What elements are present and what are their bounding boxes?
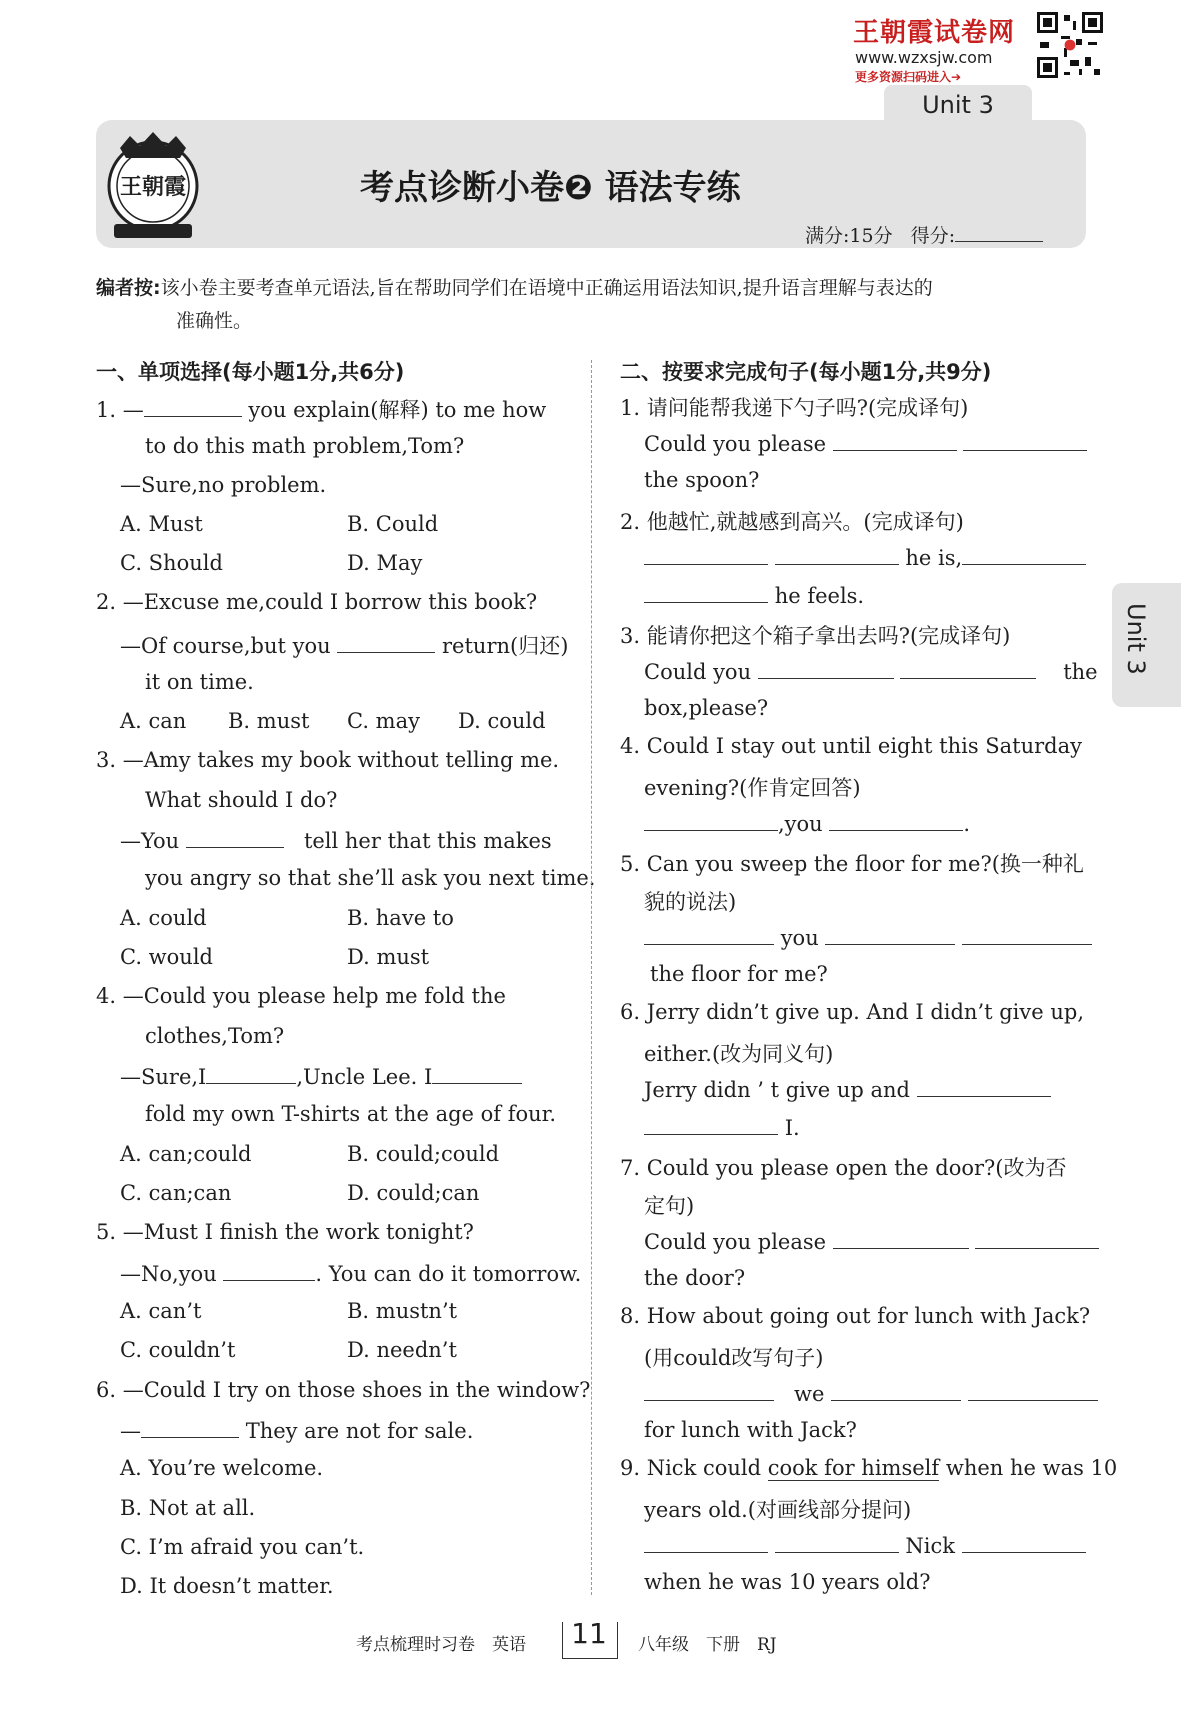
score-blank[interactable] <box>955 223 1043 242</box>
sentence-6: 6. Jerry didn’t give up. And I didn’t give up, <box>620 1000 1084 1024</box>
answer-blank[interactable] <box>962 924 1092 945</box>
answer-blank[interactable] <box>975 1228 1099 1249</box>
option-d[interactable]: D. could;can <box>347 1181 480 1205</box>
option-a[interactable]: A. can;could <box>120 1142 252 1166</box>
answer-blank[interactable] <box>775 1532 899 1553</box>
answer-blank[interactable] <box>963 430 1087 451</box>
question-text: ,you . <box>644 810 970 836</box>
brand-block <box>853 12 1103 82</box>
full-score: 满分:15分 <box>805 225 893 247</box>
question-text: years old.(对画线部分提问) <box>644 1498 912 1522</box>
question-text: you <box>644 924 1092 950</box>
question-text: Jerry didn ’ t give up and <box>644 1076 1051 1102</box>
answer-blank[interactable] <box>962 544 1086 565</box>
sentence-9: 9. Nick could cook for himself when he was 10 <box>620 1456 1118 1480</box>
answer-blank[interactable] <box>833 430 957 451</box>
unit-tab <box>884 85 1032 125</box>
sentence-2: 2. 他越忙,就越感到高兴。(完成译句) <box>620 510 964 534</box>
answer-blank[interactable] <box>900 658 1036 679</box>
question-text: either.(改为同义句) <box>644 1042 834 1066</box>
answer-blank[interactable] <box>644 1532 768 1553</box>
note-line-1: 该小卷主要考查单元语法,旨在帮助同学们在语境中正确运用语法知识,提升语言理解与表达的 <box>160 277 933 299</box>
question-text: the spoon? <box>644 468 760 492</box>
qr-code-icon[interactable] <box>1037 12 1103 78</box>
footer-left: 考点梳理时习卷 英语 <box>356 1635 526 1655</box>
question-text: —You tell her that this makes <box>120 829 552 853</box>
question-text: for lunch with Jack? <box>644 1418 857 1442</box>
question-text: Could you the <box>644 660 1098 684</box>
answer-blank[interactable] <box>141 1417 239 1438</box>
question-text: 定句) <box>644 1194 695 1218</box>
answer-blank[interactable] <box>833 1228 969 1249</box>
option-a[interactable]: A. can’t <box>120 1299 202 1323</box>
question-text: he is, <box>644 544 1086 570</box>
unit-tab-label: Unit 3 <box>922 91 994 119</box>
page-title: 考点诊断小卷❷ 语法专练 <box>360 168 741 208</box>
question-text: the door? <box>644 1266 746 1290</box>
answer-blank[interactable] <box>829 810 963 831</box>
answer-blank[interactable] <box>962 1532 1086 1553</box>
option-b[interactable]: B. mustn’t <box>347 1299 458 1323</box>
answer-blank[interactable] <box>432 1063 522 1084</box>
option-b[interactable]: B. have to <box>347 906 454 930</box>
sentence-1: 1. 请问能帮我递下勺子吗?(完成译句) <box>620 396 969 420</box>
question-text: — They are not for sale. <box>120 1419 474 1443</box>
note-line-2: 准确性。 <box>176 310 253 332</box>
brand-subtitle: 更多资源扫码进入➔ <box>855 70 962 84</box>
question-1: 1. — you explain(解释) to me how <box>96 398 547 422</box>
question-text: fold my own T-shirts at the age of four. <box>145 1102 557 1126</box>
question-text: you angry so that she’ll ask you next time. <box>145 866 596 890</box>
question-5: 5. —Must I finish the work tonight? <box>96 1220 474 1244</box>
answer-blank[interactable] <box>144 396 242 417</box>
underlined-phrase: cook for himself <box>767 1456 940 1480</box>
side-unit-label: Unit 3 <box>1122 603 1150 675</box>
option-c[interactable]: C. may <box>347 709 420 733</box>
brand-url[interactable]: www.wzxsjw.com <box>855 48 993 67</box>
score-label: 得分: <box>910 225 956 247</box>
question-text: evening?(作肯定回答) <box>644 776 861 800</box>
answer-blank[interactable] <box>644 810 778 831</box>
answer-blank[interactable] <box>644 1380 774 1401</box>
answer-blank[interactable] <box>644 544 768 565</box>
sentence-3: 3. 能请你把这个箱子拿出去吗?(完成译句) <box>620 624 1011 648</box>
editor-note <box>96 272 1086 338</box>
question-text: Could you please <box>644 1228 1099 1254</box>
option-c[interactable]: C. can;can <box>120 1181 232 1205</box>
option-c[interactable]: C. Should <box>120 551 223 575</box>
answer-blank[interactable] <box>968 1380 1098 1401</box>
option-c[interactable]: C. would <box>120 945 213 969</box>
option-a[interactable]: A. could <box>120 906 207 930</box>
question-text: when he was 10 years old? <box>644 1570 931 1594</box>
brand-name: 王朝霞试卷网 <box>853 18 1016 48</box>
sentence-7: 7. Could you please open the door?(改为否 <box>620 1156 1067 1180</box>
option-d[interactable]: D. May <box>347 551 423 575</box>
question-text: —Sure,no problem. <box>120 473 327 497</box>
option-c[interactable]: C. I’m afraid you can’t. <box>120 1535 365 1559</box>
option-c[interactable]: C. couldn’t <box>120 1338 236 1362</box>
svg-text:王朝霞: 王朝霞 <box>119 174 187 200</box>
option-d[interactable]: D. could <box>458 709 546 733</box>
sentence-5: 5. Can you sweep the floor for me?(换一种礼 <box>620 852 1084 876</box>
section-title-multiple-choice: 一、单项选择(每小题1分,共6分) <box>96 360 405 384</box>
option-d[interactable]: D. It doesn’t matter. <box>120 1574 334 1598</box>
question-text: —No,you . You can do it tomorrow. <box>120 1262 582 1286</box>
option-a[interactable]: A. Must <box>120 512 203 536</box>
side-unit-tab <box>1112 583 1181 707</box>
question-text: Could you please <box>644 430 1087 456</box>
page-number: 11 <box>571 1617 607 1650</box>
sentence-4: 4. Could I stay out until eight this Saturday <box>620 734 1082 758</box>
answer-blank[interactable] <box>775 544 899 565</box>
note-label: 编者按: <box>96 277 161 299</box>
section-title-sentences: 二、按要求完成句子(每小题1分,共9分) <box>620 360 992 384</box>
question-text: he feels. <box>644 582 864 608</box>
score-line <box>805 221 1043 248</box>
answer-blank[interactable] <box>825 924 955 945</box>
question-text: (用could改写句子) <box>644 1346 824 1370</box>
option-d[interactable]: D. must <box>347 945 430 969</box>
sentence-8: 8. How about going out for lunch with Jack? <box>620 1304 1091 1328</box>
answer-blank[interactable] <box>644 582 768 603</box>
answer-blank[interactable] <box>917 1076 1051 1097</box>
option-b[interactable]: B. must <box>228 709 310 733</box>
answer-blank[interactable] <box>758 658 894 679</box>
option-a[interactable]: A. can <box>120 709 187 733</box>
question-text: to do this math problem,Tom? <box>145 434 465 458</box>
column-divider <box>591 360 592 1595</box>
option-b[interactable]: B. Not at all. <box>120 1496 256 1520</box>
question-text: —Of course,but you return(归还) <box>120 634 569 658</box>
footer-right: 八年级 下册 RJ <box>638 1635 777 1655</box>
question-text: —Sure,I ,Uncle Lee. I <box>120 1063 522 1089</box>
question-text: I. <box>644 1114 800 1140</box>
question-3: 3. —Amy takes my book without telling me. <box>96 748 560 772</box>
question-text: clothes,Tom? <box>145 1024 285 1048</box>
option-b[interactable]: B. could;could <box>347 1142 500 1166</box>
question-text: we <box>644 1380 1098 1406</box>
question-4: 4. —Could you please help me fold the <box>96 984 506 1008</box>
option-d[interactable]: D. needn’t <box>347 1338 457 1362</box>
option-a[interactable]: A. You’re welcome. <box>120 1456 324 1480</box>
answer-blank[interactable] <box>223 1260 315 1281</box>
question-2: 2. —Excuse me,could I borrow this book? <box>96 590 538 614</box>
answer-blank[interactable] <box>206 1063 296 1084</box>
question-6: 6. —Could I try on those shoes in the window? <box>96 1378 591 1402</box>
question-text: Nick <box>644 1532 1086 1558</box>
question-text: it on time. <box>145 670 254 694</box>
answer-blank[interactable] <box>644 924 774 945</box>
question-text: What should I do? <box>145 788 338 812</box>
question-text: box,please? <box>644 696 769 720</box>
answer-blank[interactable] <box>831 1380 961 1401</box>
answer-blank[interactable] <box>644 1114 778 1135</box>
question-text: the floor for me? <box>650 962 828 986</box>
answer-blank[interactable] <box>337 632 435 653</box>
option-b[interactable]: B. Could <box>347 512 439 536</box>
answer-blank[interactable] <box>186 827 284 848</box>
question-text: 貌的说法) <box>644 890 737 914</box>
author-seal-icon <box>100 128 206 246</box>
